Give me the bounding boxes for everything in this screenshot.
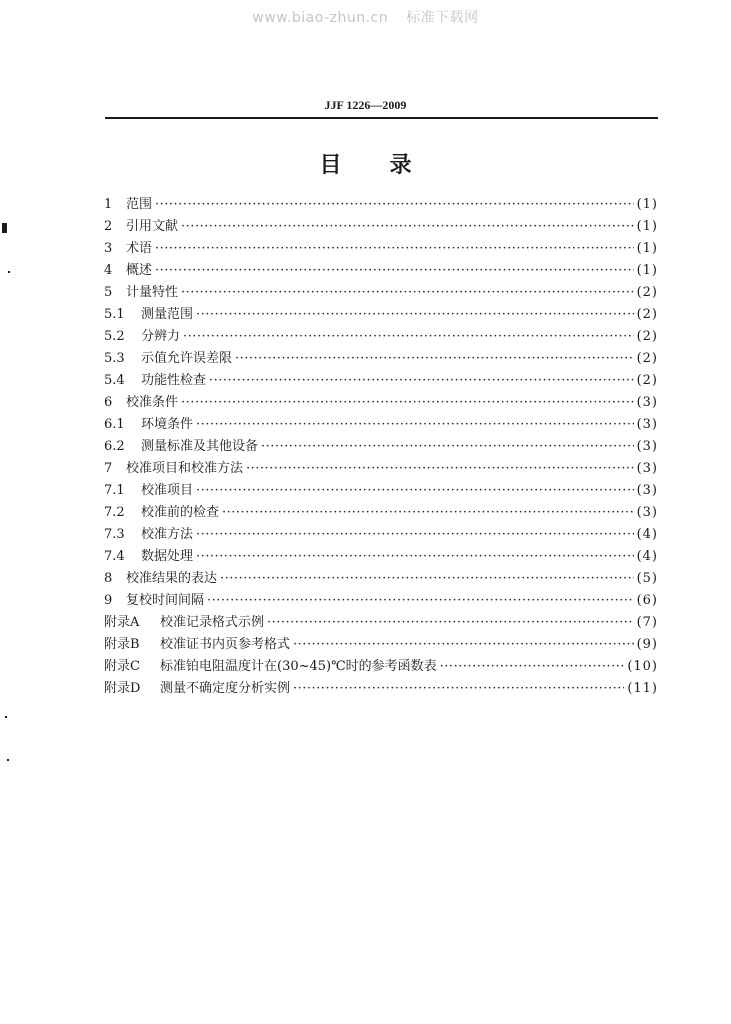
toc-dot-leader [440,656,625,678]
toc-title: 目录 [319,153,460,178]
toc-entry-number: 1 [104,197,113,212]
toc-entry-title: 校准前的检查 [141,505,220,520]
toc-dot-leader [196,546,634,568]
toc-dot-leader [222,502,634,524]
scan-mark [8,271,10,273]
toc-entry-title: 示值允许误差限 [141,351,233,366]
toc-entry-page: (2) [636,307,658,322]
toc-dot-leader [196,414,634,436]
toc-entry-number: 6 [104,395,113,410]
toc-entry-number: 5.2 [104,329,125,344]
toc-entry[interactable] [104,546,658,568]
toc-entry-page: (3) [636,395,658,410]
toc-entry-page: (3) [636,461,658,476]
toc-dot-leader [235,348,634,370]
toc-entry-page: (2) [636,329,658,344]
toc-entry-page: (6) [636,593,658,608]
toc-dot-leader [155,238,634,260]
toc-entry[interactable] [104,392,658,414]
toc-entry-title: 校准结果的表达 [126,571,218,586]
toc-dot-leader [267,612,634,634]
toc-entry-title: 校准项目 [141,483,194,498]
toc-dot-leader [181,216,634,238]
toc-entry-number: 5.4 [104,373,125,388]
toc-entry-title: 校准方法 [141,527,194,542]
toc-entry-title: 测量标准及其他设备 [141,439,259,454]
toc-entry-title: 复校时间间隔 [126,593,205,608]
toc-entry-number: 4 [104,263,113,278]
toc-entry[interactable] [104,216,658,238]
toc-dot-leader [261,436,634,458]
toc-entry-title: 校准记录格式示例 [160,615,265,630]
toc-entry-number: 7 [104,461,113,476]
toc-entry[interactable] [104,414,658,436]
toc-entry-title: 功能性检查 [141,373,207,388]
toc-entry-title: 数据处理 [141,549,194,564]
toc-entry[interactable] [104,194,658,216]
toc-entry[interactable] [104,326,658,348]
toc-entry[interactable] [104,282,658,304]
header-rule [105,117,658,119]
toc-entry-page: (1) [636,219,658,234]
toc-entry-number: 2 [104,219,113,234]
toc-entry-page: (7) [636,615,658,630]
toc-entry-number: 附录C [104,659,140,674]
toc-entry-title: 校准条件 [126,395,179,410]
watermark-url: www.biao-zhun.cn [252,10,389,26]
toc-entry-title: 校准项目和校准方法 [126,461,244,476]
toc-entry-number: 5.3 [104,351,125,366]
toc-entry[interactable] [104,568,658,590]
toc-entry[interactable] [104,502,658,524]
toc-entry-number: 8 [104,571,113,586]
toc-entry[interactable] [104,678,658,700]
scan-mark [7,759,9,761]
toc-dot-leader [207,590,634,612]
toc-entry-page: (9) [636,637,658,652]
toc-entry[interactable] [104,612,658,634]
toc-entry-number: 6.1 [104,417,125,432]
toc-entry-title: 校准证书内页参考格式 [160,637,291,652]
toc-entry-page: (1) [636,197,658,212]
toc-entry[interactable] [104,656,658,678]
toc-entry-title: 引用文献 [126,219,179,234]
toc-entry[interactable] [104,238,658,260]
scan-mark [2,223,7,233]
watermark-site-name: 标准下载网 [406,10,479,26]
toc-entry-number: 附录A [104,615,140,630]
toc-entry-page: (1) [636,241,658,256]
toc-entry-page: (3) [636,439,658,454]
toc-entry-page: (4) [636,549,658,564]
toc-dot-leader [220,568,634,590]
toc-entry-page: (2) [636,285,658,300]
toc-entry-number: 7.4 [104,549,125,564]
toc-entry[interactable] [104,436,658,458]
toc-dot-leader [155,260,634,282]
toc-entry-title: 术语 [126,241,153,256]
toc-entry-page: (4) [636,527,658,542]
toc-entry-number: 3 [104,241,113,256]
toc-entry-title: 测量范围 [141,307,194,322]
toc-dot-leader [246,458,634,480]
watermark [0,7,731,27]
toc-entry-page: (3) [636,505,658,520]
toc-entry[interactable] [104,348,658,370]
toc-entry-number: 5 [104,285,113,300]
toc-entry-page: (10) [627,659,658,674]
toc-dot-leader [196,304,634,326]
toc-entry[interactable] [104,480,658,502]
toc-entry-title: 标准铂电阻温度计在(30~45)℃时的参考函数表 [160,659,437,674]
document-code: JJF 1226—2009 [324,98,407,112]
toc-dot-leader [181,282,634,304]
toc-entry-title: 范围 [126,197,153,212]
toc-list [104,194,658,700]
toc-entry[interactable] [104,524,658,546]
toc-dot-leader [209,370,634,392]
toc-entry-number: 5.1 [104,307,125,322]
toc-entry-page: (5) [636,571,658,586]
toc-entry-page: (11) [627,681,658,696]
toc-entry-page: (3) [636,483,658,498]
toc-entry-title: 环境条件 [141,417,194,432]
toc-entry-title: 分辨力 [141,329,181,344]
toc-dot-leader [196,480,634,502]
toc-entry[interactable] [104,370,658,392]
toc-entry-number: 7.1 [104,483,125,498]
toc-entry[interactable] [104,634,658,656]
toc-entry[interactable] [104,458,658,480]
toc-entry-number: 附录B [104,637,140,652]
toc-entry-number: 6.2 [104,439,125,454]
toc-dot-leader [196,524,634,546]
toc-dot-leader [183,326,634,348]
toc-entry-page: (2) [636,351,658,366]
toc-dot-leader [293,634,634,656]
toc-entry[interactable] [104,260,658,282]
toc-entry[interactable] [104,590,658,612]
toc-dot-leader [181,392,634,414]
scan-mark [5,716,7,718]
toc-entry-page: (2) [636,373,658,388]
toc-entry-title: 概述 [126,263,153,278]
toc-entry-number: 9 [104,593,113,608]
toc-entry-number: 7.3 [104,527,125,542]
toc-entry-number: 7.2 [104,505,125,520]
toc-entry-page: (1) [636,263,658,278]
toc-entry-title: 计量特性 [126,285,179,300]
toc-entry[interactable] [104,304,658,326]
toc-entry-title: 测量不确定度分析实例 [160,681,291,696]
toc-dot-leader [293,678,624,700]
toc-entry-page: (3) [636,417,658,432]
toc-entry-number: 附录D [104,681,141,696]
toc-dot-leader [155,194,634,216]
